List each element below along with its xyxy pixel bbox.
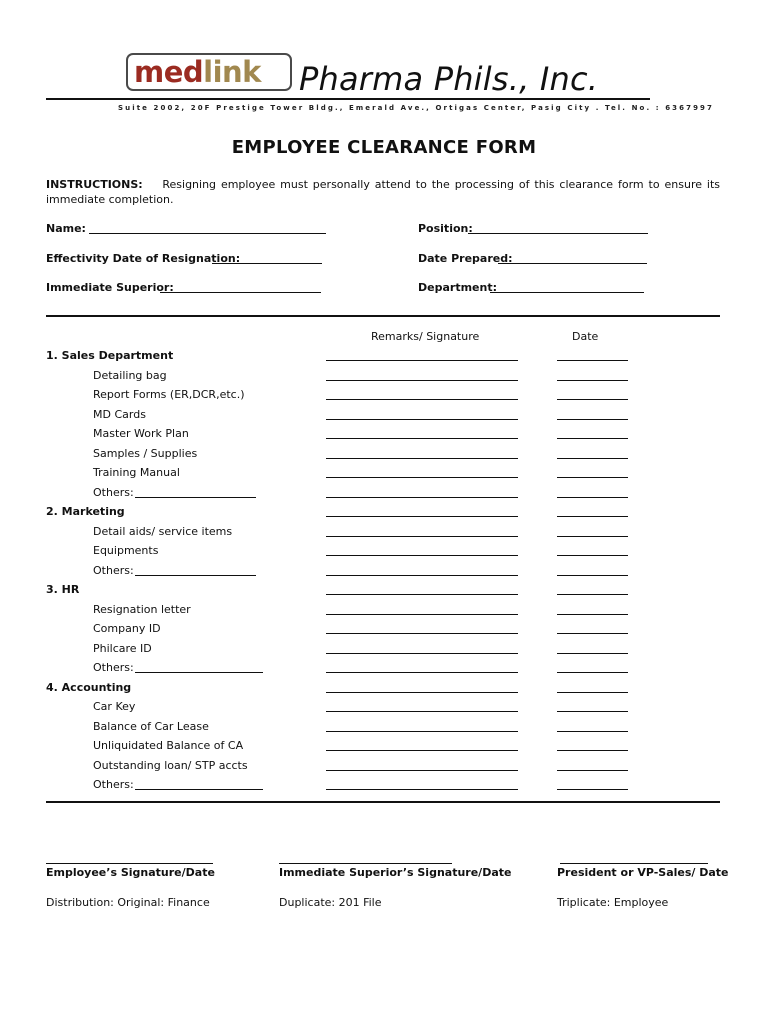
table-top-rule (46, 315, 720, 317)
company-name: Pharma Phils., Inc. (299, 60, 599, 98)
checklist-item: Equipments (93, 544, 159, 557)
remarks-line[interactable] (326, 653, 518, 654)
date-prepared-label: Date Prepared: (418, 252, 513, 265)
form-title: EMPLOYEE CLEARANCE FORM (231, 137, 537, 158)
remarks-line[interactable] (326, 536, 518, 537)
checklist-item: Report Forms (ER,DCR,etc.) (93, 388, 245, 401)
remarks-line[interactable] (326, 438, 518, 439)
position-label: Position: (418, 222, 473, 235)
others-line[interactable] (135, 575, 256, 576)
employee-signature-label: Employee’s Signature/Date (46, 866, 215, 879)
checklist-item: Outstanding loan/ STP accts (93, 758, 248, 772)
remarks-line[interactable] (326, 497, 518, 498)
distribution-triplicate: Triplicate: Employee (557, 896, 669, 909)
checklist-item: Others: (93, 661, 134, 674)
date-line[interactable] (557, 360, 628, 361)
superior-signature-line[interactable] (279, 863, 452, 864)
date-line[interactable] (557, 731, 628, 732)
checklist-item: Unliquidated Balance of CA (93, 739, 244, 752)
department-line[interactable] (490, 292, 644, 293)
date-line[interactable] (557, 477, 628, 478)
date-line[interactable] (557, 458, 628, 459)
effectivity-label: Effectivity Date of Resignation: (46, 252, 241, 265)
instructions-text: Resigning employee must personally attend to the processing of this clearance form to ensure its immediate completion. (46, 178, 721, 206)
superior-line[interactable] (160, 292, 321, 293)
position-line[interactable] (468, 233, 648, 234)
date-line[interactable] (557, 516, 628, 517)
date-line[interactable] (557, 497, 628, 498)
section-title: 2. Marketing (46, 505, 125, 518)
date-line[interactable] (557, 419, 628, 420)
date-line[interactable] (557, 692, 628, 693)
distribution-duplicate: Duplicate: 201 File (279, 896, 382, 909)
checklist-item: Training Manual (93, 466, 180, 479)
superior-label: Immediate Superior: (46, 281, 174, 294)
remarks-line[interactable] (326, 419, 518, 420)
date-line[interactable] (557, 789, 628, 790)
checklist-item: Detail aids/ service items (93, 524, 233, 538)
checklist-item: Resignation letter (93, 602, 191, 616)
remarks-line[interactable] (326, 770, 518, 771)
date-line[interactable] (557, 614, 628, 615)
remarks-line[interactable] (326, 731, 518, 732)
table-bottom-rule (46, 801, 720, 803)
date-column-header: Date (572, 330, 599, 343)
remarks-line[interactable] (326, 399, 518, 400)
remarks-line[interactable] (326, 555, 518, 556)
section-title: 4. Accounting (46, 680, 132, 694)
remarks-line[interactable] (326, 575, 518, 576)
date-line[interactable] (557, 536, 628, 537)
effectivity-line[interactable] (212, 263, 322, 264)
remarks-line[interactable] (326, 594, 518, 595)
instructions (46, 177, 720, 207)
date-line[interactable] (557, 594, 628, 595)
remarks-line[interactable] (326, 516, 518, 517)
remarks-line[interactable] (326, 633, 518, 634)
remarks-column-header: Remarks/ Signature (371, 330, 480, 343)
company-address: Suite 2002, 20F Prestige Tower Bldg., Emerald Ave., Ortigas Center, Pasig City . Tel. No. : 6367997 (118, 104, 714, 112)
remarks-line[interactable] (326, 477, 518, 478)
president-signature-label: President or VP-Sales/ Date (557, 866, 729, 879)
date-line[interactable] (557, 380, 628, 381)
date-line[interactable] (557, 575, 628, 576)
date-line[interactable] (557, 555, 628, 556)
checklist-item: Samples / Supplies (93, 446, 198, 460)
remarks-line[interactable] (326, 711, 518, 712)
checklist-item: Master Work Plan (93, 427, 189, 440)
checklist-item: Balance of Car Lease (93, 719, 209, 733)
distribution-original: Distribution: Original: Finance (46, 896, 210, 909)
checklist-item: Detailing bag (93, 368, 167, 382)
section-title: 3. HR (46, 583, 80, 596)
employee-signature-line[interactable] (46, 863, 213, 864)
logo-link-text: link (203, 55, 261, 89)
date-line[interactable] (557, 770, 628, 771)
others-line[interactable] (135, 497, 256, 498)
checklist-item: Philcare ID (93, 641, 152, 655)
date-line[interactable] (557, 653, 628, 654)
remarks-line[interactable] (326, 360, 518, 361)
header-rule (46, 98, 650, 100)
others-line[interactable] (135, 789, 263, 790)
remarks-line[interactable] (326, 692, 518, 693)
checklist-item: Others: (93, 778, 134, 791)
department-label: Department: (418, 281, 497, 294)
name-label: Name: (46, 222, 86, 235)
instructions-label: INSTRUCTIONS: (46, 178, 143, 191)
date-line[interactable] (557, 672, 628, 673)
name-line[interactable] (89, 233, 326, 234)
president-signature-line[interactable] (560, 863, 708, 864)
date-line[interactable] (557, 399, 628, 400)
checklist-item: Car Key (93, 700, 136, 713)
date-prepared-line[interactable] (498, 263, 647, 264)
remarks-line[interactable] (326, 458, 518, 459)
others-line[interactable] (135, 672, 263, 673)
date-line[interactable] (557, 633, 628, 634)
checklist-item: Others: (93, 485, 134, 499)
logo-med-text: med (134, 55, 204, 89)
superior-signature-label: Immediate Superior’s Signature/Date (279, 866, 512, 879)
date-line[interactable] (557, 711, 628, 712)
remarks-line[interactable] (326, 750, 518, 751)
checklist-item: Company ID (93, 622, 161, 635)
date-line[interactable] (557, 438, 628, 439)
checklist-item: Others: (93, 563, 134, 577)
section-title: 1. Sales Department (46, 349, 174, 362)
checklist-item: MD Cards (93, 407, 146, 421)
date-line[interactable] (557, 750, 628, 751)
remarks-line[interactable] (326, 672, 518, 673)
remarks-line[interactable] (326, 380, 518, 381)
remarks-line[interactable] (326, 789, 518, 790)
medlink-logo (126, 53, 292, 91)
remarks-line[interactable] (326, 614, 518, 615)
